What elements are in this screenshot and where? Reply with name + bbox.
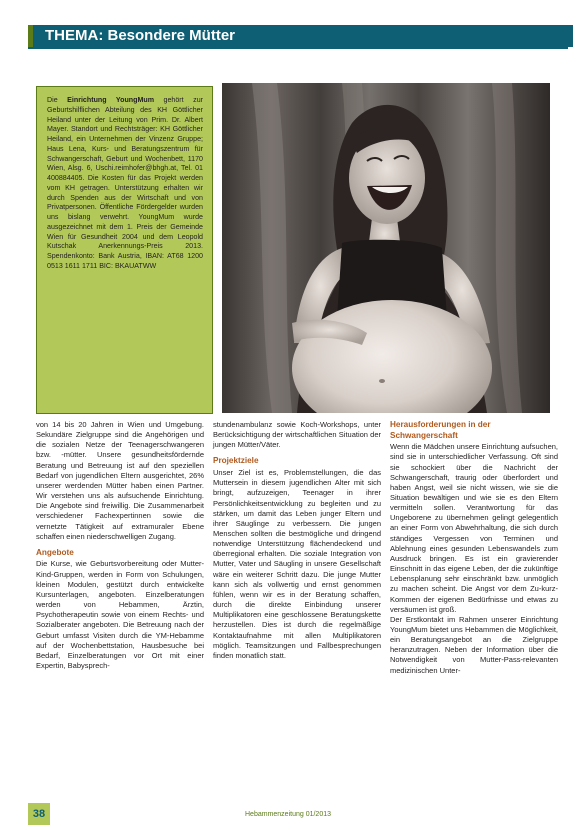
article-column-2 [213, 420, 381, 661]
section-heading-herausforderungen: Herausforderungen in der Schwangerschaft [390, 420, 491, 440]
info-box-bold: Einrichtung YoungMum [67, 96, 155, 104]
article-paragraph: stundenambulanz sowie Koch-Workshops, unter Berücksichtigung der wirtschaftlichen Situation der jungen Mütter/Väter. [213, 420, 381, 450]
header-bar [28, 25, 573, 47]
article-paragraph: Die Kurse, wie Geburtsvorbereitung oder Mutter-Kind-Gruppen, werden in Form von Schulungen, kleinen Modulen, gestützt durch entwickelte Kursunterlagen, angeboten. Einzelberatungen werden von Hebammen, Ärztin, Psychotherapeutin sowie von einem Rechts- und Sozialberater angeboten. Die Betreuung nach der Geburt umfasst Visiten durch die YM-Hebamme auf der Wochenbettstation, Hausbesuche bei Bedarf, Einzelberatungen vor Ort mit einer Expertin, Babysprech- [36, 559, 204, 671]
laughing-pregnant-woman-photo [222, 83, 550, 413]
info-box [36, 86, 213, 414]
page-number: 38 [28, 803, 50, 825]
article-column-3 [390, 420, 558, 676]
section-heading-angebote: Angebote [36, 547, 74, 557]
article-paragraph: Unser Ziel ist es, Problemstellungen, die das Muttersein in diesem jugendlichen Alter mit sich bringt, aufzuzeigen, Teenager in ihrer Persönlichkeitsentwicklung zu begleiten und zu stärken, um damit das Leben junger Eltern und ihrer Säuglinge zu verbessern. Die jungen Menschen sollten die bestmögliche und dringend notwendige Unterstützung flächendeckend und überregional erhalten. Die soziale Integration von Mutter, Vater und Säugling in unsere Gesellschaft wäre ein weiterer Schritt dazu. Die junge Mutter kann sich als vollwertig und ernst genommen fühlen, wenn wir es in der Beratung schaffen, durch die direkte Einbindung unserer Multiplikatoren eine geschlossene Beratungskette herzustellen. Dies ist durch die regelmäßige Kontaktaufnahme mit allen Multiplikatoren möglich. Teamsitzungen und Fallbesprechungen finden monatlich statt. [213, 468, 381, 660]
info-box-body: gehört zur Geburtshilflichen Abteilung des KH Göttlicher Heiland unter der Leitung von Prim. Dr. Albert Mayer. Standort und Rechtsträger: KH Göttlicher Heiland, ein Unternehmen der Vinzenz Gruppe; Haus Lena, Kurs- und Beratungszentrum für Schwangerschaft, Geburt und Wochenbett, 1170 Wien, Alsg. 6, Uschi.reimhofer@bhgh.at, Tel. 01 400884405. Die Kosten für das Projekt werden vom KH getragen. Unterstützung erhalten wir durch Spenden aus der Wirtschaft und von Privatpersonen. Öffentliche Fördergelder wurden uns bislang verwehrt. YoungMum wurde ausgezeichnet mit dem 1. Preis der Gemeinde Wien für Gesundheit 2004 und dem Leopold Kutschak Anerkennungs-Preis 2013. Spendenkonto: Bank Austria, IBAN: AT68 1200 0513 1611 1711 BIC: BKAUATWW [47, 96, 203, 270]
magazine-footer: Hebammenzeitung 01/2013 [245, 811, 332, 818]
info-box-prefix: Die [47, 96, 68, 104]
info-box-text [47, 96, 203, 272]
header-divider [28, 47, 568, 49]
section-heading-projektziele: Projektziele [213, 456, 259, 466]
article-paragraph: Wenn die Mädchen unsere Einrichtung aufsuchen, sind sie in unterschiedlicher Verfassung. Oft sind sie schockiert über die Nachricht der Schwangerschaft, traurig oder überfordert und haben Angst, weil sie nicht wissen, wie sie die Situation bewältigen und wie sie es den Eltern vermitteln sollen. Verantwortung für das Ungeborene zu übernehmen gelingt gelegentlich an einer Form von Abwehrhaltung, die sich durch ständiges Vergessen von Terminen und Ablehnung eines gesunden Lebenswandels zum Ausdruck bringen. Es ist ein gravierender Einschnitt in das eigene Leben, der die zukünftige Lebensplanung sehr einschränkt bzw. unmöglich zu machen scheint. Die Angst vor dem Zu-kurz-Kommen der eigenen Bedürfnisse und etwas zu versäumen ist groß. [390, 442, 558, 614]
photo-illustration [222, 83, 550, 413]
article-paragraph: Der Erstkontakt im Rahmen unserer Einrichtung YoungMum bietet uns Hebammen die Möglichkeit, ein Beratungsangebot an die Zielgruppe heranzutragen. Neben der Information über die Notwendigkeit von Mutter-Pass-relevanten medizinischen Unter- [390, 614, 558, 675]
article-paragraph: von 14 bis 20 Jahren in Wien und Umgebung. Sekundäre Zielgruppe sind die Angehörigen und die sozialen Netze der Teenagerschwangeren bzw. -mütter. Unsere gesundheitsfördernde Beratung und Betreuung ist auf den speziellen Bedarf von jugendlichen Eltern ausgerichtet, 26% unserer werdenden Mütter haben einen Partner. Wir verstehen uns als aufsuchende Einrichtung. Die Angebote sind freiwillig. Die Zusammenarbeit verschiedener Fachexpertinnen sowie die vernetzte Tätigkeit auf extramuraler Ebene schaffen einen niederschwelligen Zugang. [36, 420, 204, 541]
page-title: THEMA: Besondere Mütter [45, 27, 236, 44]
article-column-1 [36, 420, 204, 671]
